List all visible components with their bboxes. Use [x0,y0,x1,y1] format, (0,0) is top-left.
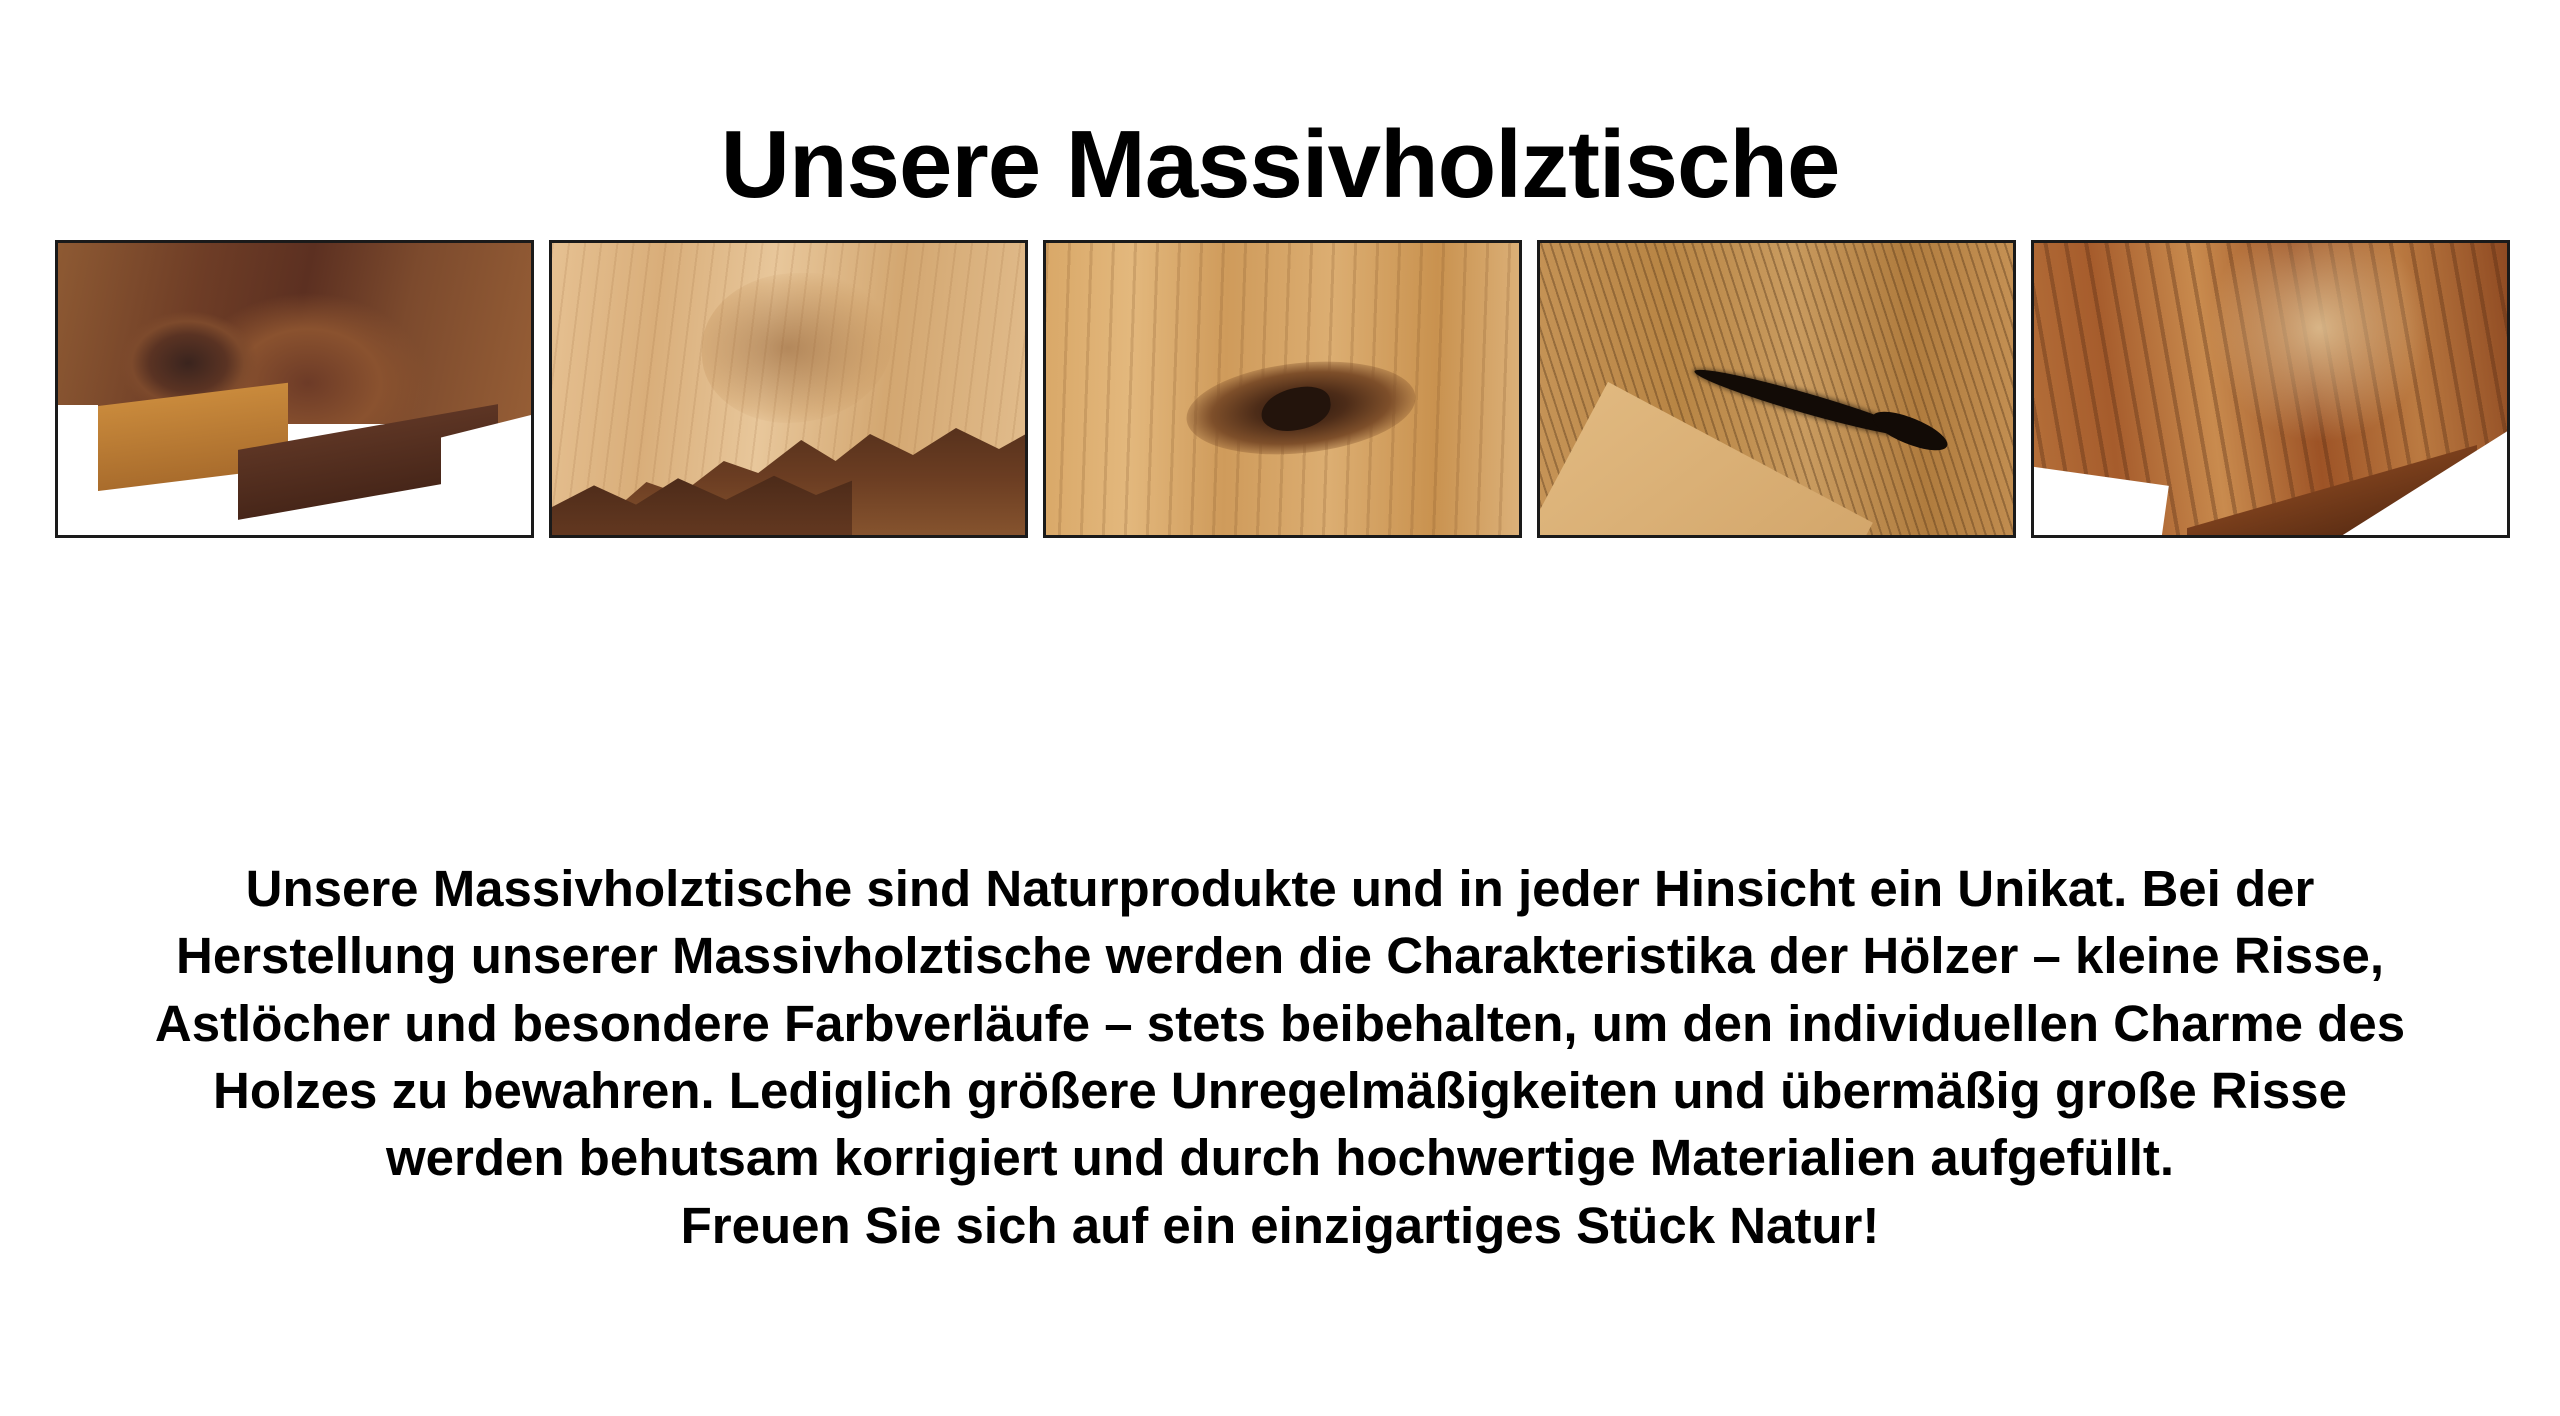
background-white-left [58,405,98,535]
photo-live-edge-rosewood-slab [55,240,534,538]
photo-light-slab-with-dark-edge [549,240,1028,538]
image-gallery [55,240,2510,538]
paragraph-line: Herstellung unserer Massivholztische werden die Charakteristika der Hölzer – kleine Risse, [175,927,2385,985]
photo-sawn-board-with-filled-crack [1537,240,2016,538]
closing-line: Freuen Sie sich auf ein einzigartiges Stück Natur! [680,1196,1880,1254]
body-paragraph [60,855,2500,1259]
photo-polished-slab-corner [2031,240,2510,538]
paragraph-line: Unsere Massivholztische sind Naturprodukte und in jeder Hinsicht ein Unikat. Bei der [245,860,2315,917]
page-title: Unsere Massivholztische [720,111,1840,219]
paragraph-line: Holzes zu bewahren. Lediglich größere Unregelmäßigkeiten und übermäßig große Risse [213,1061,2347,1119]
photo-wood-grain-with-knot [1043,240,1522,538]
paragraph-line: Astlöcher und besondere Farbverläufe – stets beibehalten, um den individuellen Charme des [154,994,2406,1052]
background-white-right [441,415,531,538]
paragraph-line: werden behutsam korrigiert und durch hochwertige Materialien aufgefüllt. [385,1129,2175,1187]
